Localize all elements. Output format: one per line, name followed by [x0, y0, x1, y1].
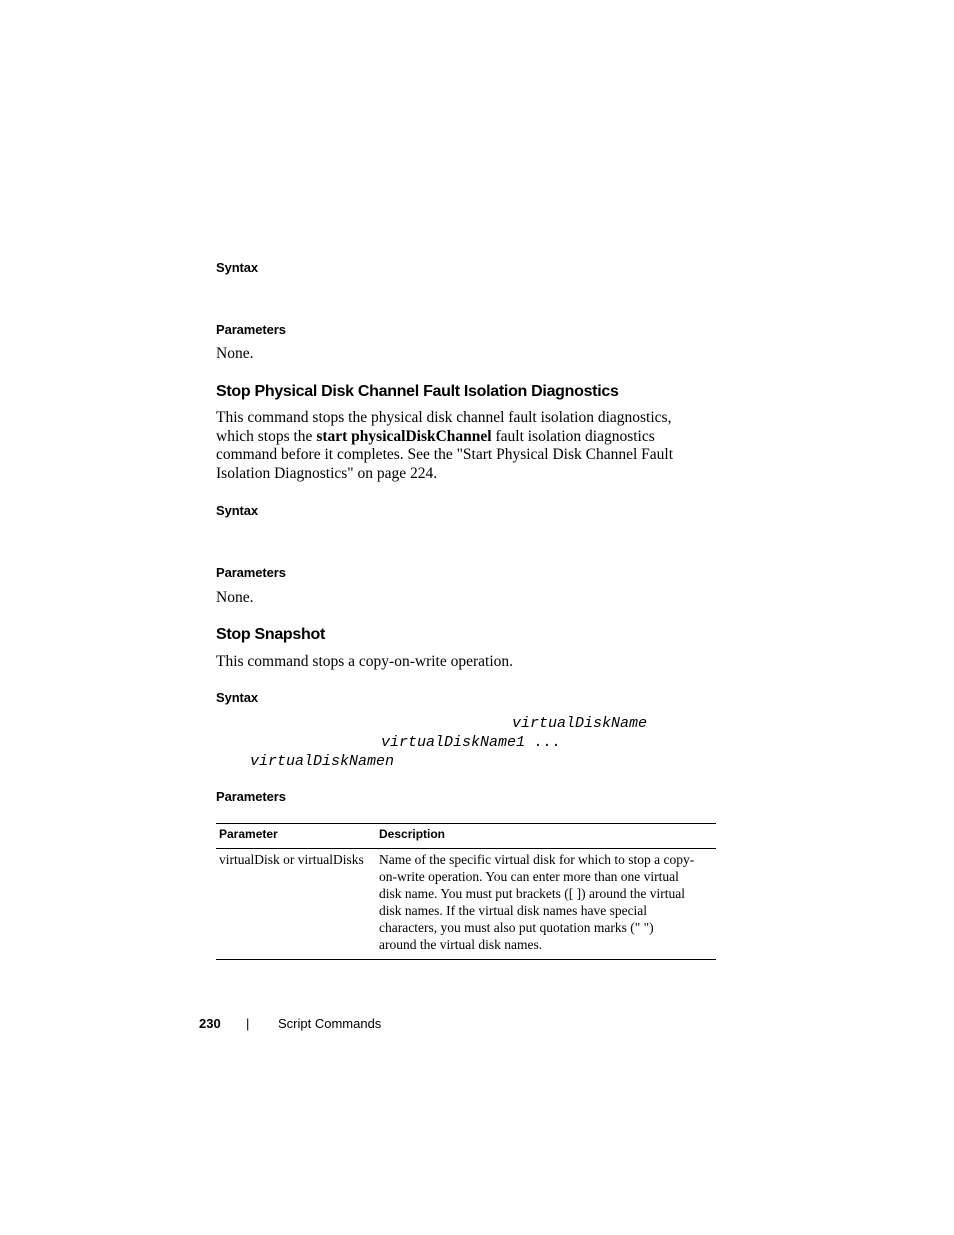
description-line: which stops the start physicalDiskChannel fault isolation diagnostics [216, 427, 655, 445]
footer-chapter-title: Script Commands [278, 1016, 382, 1031]
footer-separator: | [246, 1016, 250, 1031]
table-cell-parameter: virtualDisk or virtualDisks [219, 852, 364, 867]
table-cell-description: Name of the specific virtual disk for which to stop a copy- on-write operation. You can enter more than one virtual disk name. You must put brackets ([ ]) around the virtual disk names. If the virtual disk names have special characters, you must also put quotation marks (" ") around the virtual disk names. [379, 852, 695, 952]
description-line: This command stops the physical disk channel fault isolation diagnostics, [216, 409, 672, 426]
syntax-line-2: virtualDiskName1 ... [381, 734, 562, 751]
parameters-text-2: None. [216, 589, 254, 606]
section-description-stop-snapshot: This command stops a copy-on-write operation. [216, 653, 514, 670]
parameters-heading-2: Parameters [216, 565, 286, 580]
page-number: 230 [199, 1016, 221, 1031]
parameters-heading-3: Parameters [216, 789, 286, 804]
syntax-heading-1: Syntax [216, 260, 259, 275]
syntax-line-1: virtualDiskName [512, 715, 648, 732]
parameters-heading-1: Parameters [216, 322, 286, 337]
parameters-text-1: None. [216, 345, 254, 362]
table-header-description: Description [379, 827, 446, 841]
table-top-rule [216, 823, 716, 824]
table-bottom-rule [216, 959, 716, 960]
syntax-heading-2: Syntax [216, 503, 259, 518]
section-description-stop-diagnostics [216, 409, 716, 484]
description-line: command before it completes. See the "Start Physical Disk Channel Fault [216, 446, 674, 464]
command-name: start physicalDiskChannel [316, 427, 492, 445]
table-header-parameter: Parameter [219, 827, 278, 841]
section-title-stop-diagnostics: Stop Physical Disk Channel Fault Isolation Diagnostics [216, 383, 619, 400]
description-line: Isolation Diagnostics" on page 224. [216, 465, 438, 483]
syntax-line-3: virtualDiskNamen [250, 753, 395, 770]
section-title-stop-snapshot: Stop Snapshot [216, 626, 325, 643]
table-header-rule [216, 848, 716, 849]
syntax-heading-3: Syntax [216, 690, 259, 705]
